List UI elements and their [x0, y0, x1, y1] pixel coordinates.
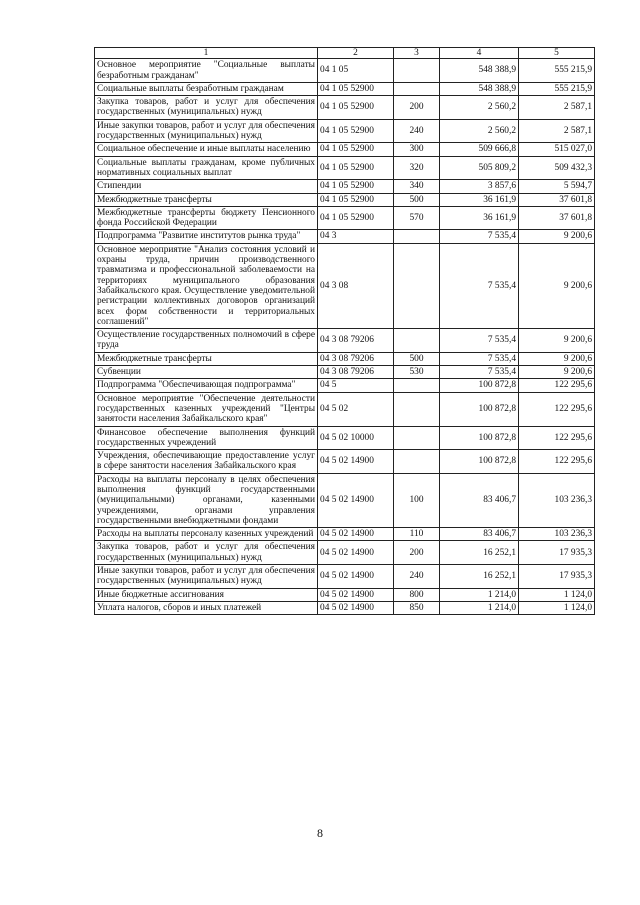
table-header	[95, 48, 595, 59]
row-amount-year-2: 1 124,0	[519, 601, 595, 614]
row-code: 04 1 05 52900	[318, 143, 394, 156]
row-code: 04 3 08 79206	[318, 366, 394, 379]
row-expense-type	[394, 82, 440, 95]
row-name: Осуществление государственных полномочий в сфере труда	[95, 329, 318, 353]
row-amount-year-2: 555 215,9	[519, 59, 595, 83]
row-name: Социальное обеспечение и иные выплаты населению	[95, 143, 318, 156]
row-expense-type: 500	[394, 193, 440, 206]
table-row	[95, 473, 595, 527]
row-amount-year-1: 16 252,1	[440, 541, 519, 565]
row-code: 04 3 08 79206	[318, 352, 394, 365]
table-row	[95, 329, 595, 353]
row-amount-year-2: 17 935,3	[519, 565, 595, 589]
row-code: 04 3 08	[318, 243, 394, 328]
row-expense-type: 300	[394, 143, 440, 156]
row-name: Стипендии	[95, 180, 318, 193]
row-expense-type: 110	[394, 528, 440, 541]
row-expense-type: 200	[394, 541, 440, 565]
row-amount-year-2: 122 295,6	[519, 392, 595, 426]
table-row	[95, 588, 595, 601]
row-name: Финансовое обеспечение выполнения функций государственных учреждений	[95, 426, 318, 450]
row-expense-type: 570	[394, 206, 440, 230]
row-amount-year-1: 36 161,9	[440, 206, 519, 230]
row-expense-type	[394, 426, 440, 450]
row-amount-year-1: 548 388,9	[440, 59, 519, 83]
header-col-3: 3	[394, 48, 440, 59]
row-amount-year-1: 83 406,7	[440, 473, 519, 527]
row-code: 04 5 02 14900	[318, 588, 394, 601]
row-amount-year-2: 9 200,6	[519, 352, 595, 365]
row-name: Основное мероприятие "Обеспечение деятельности государственных казенных учреждений "Центры занятости населения Забайкальского края"	[95, 392, 318, 426]
row-expense-type: 240	[394, 565, 440, 589]
row-amount-year-2: 5 594,7	[519, 180, 595, 193]
row-amount-year-2: 17 935,3	[519, 541, 595, 565]
row-amount-year-1: 2 560,2	[440, 119, 519, 143]
header-col-5: 5	[519, 48, 595, 59]
header-col-4: 4	[440, 48, 519, 59]
row-expense-type: 340	[394, 180, 440, 193]
row-amount-year-1: 100 872,8	[440, 450, 519, 474]
row-amount-year-1: 1 214,0	[440, 588, 519, 601]
row-code: 04 1 05 52900	[318, 119, 394, 143]
row-amount-year-2: 509 432,3	[519, 156, 595, 180]
row-amount-year-1: 83 406,7	[440, 528, 519, 541]
row-amount-year-2: 9 200,6	[519, 329, 595, 353]
table-row	[95, 230, 595, 243]
row-expense-type: 500	[394, 352, 440, 365]
row-expense-type	[394, 59, 440, 83]
row-amount-year-1: 1 214,0	[440, 601, 519, 614]
row-code: 04 5 02 14900	[318, 541, 394, 565]
row-amount-year-1: 548 388,9	[440, 82, 519, 95]
row-name: Субвенции	[95, 366, 318, 379]
row-amount-year-1: 100 872,8	[440, 426, 519, 450]
budget-table	[94, 47, 595, 615]
row-amount-year-1: 7 535,4	[440, 243, 519, 328]
table-row	[95, 180, 595, 193]
row-expense-type: 800	[394, 588, 440, 601]
table-row	[95, 565, 595, 589]
row-expense-type	[394, 243, 440, 328]
row-amount-year-2: 37 601,8	[519, 206, 595, 230]
row-code: 04 1 05 52900	[318, 193, 394, 206]
table-row	[95, 541, 595, 565]
row-name: Расходы на выплаты персоналу в целях обеспечения выполнения функций государственными (муниципальными) органами, казенными учреждениями, органами управления государственными внебюджетными фондами	[95, 473, 318, 527]
table-row	[95, 119, 595, 143]
row-amount-year-2: 37 601,8	[519, 193, 595, 206]
table-row	[95, 601, 595, 614]
row-name: Межбюджетные трансферты	[95, 193, 318, 206]
row-expense-type	[394, 230, 440, 243]
row-code: 04 5 02 14900	[318, 450, 394, 474]
row-code: 04 1 05 52900	[318, 96, 394, 120]
table-row	[95, 379, 595, 392]
row-name: Подпрограмма "Обеспечивающая подпрограмма"	[95, 379, 318, 392]
row-amount-year-2: 2 587,1	[519, 119, 595, 143]
row-name: Основное мероприятие "Социальные выплаты безработным гражданам"	[95, 59, 318, 83]
row-expense-type: 850	[394, 601, 440, 614]
table-row	[95, 243, 595, 328]
row-amount-year-1: 7 535,4	[440, 366, 519, 379]
row-code: 04 3 08 79206	[318, 329, 394, 353]
row-amount-year-1: 7 535,4	[440, 230, 519, 243]
row-amount-year-1: 509 666,8	[440, 143, 519, 156]
row-code: 04 5 02 14900	[318, 565, 394, 589]
row-code: 04 1 05 52900	[318, 156, 394, 180]
header-row	[95, 48, 595, 59]
header-col-1: 1	[95, 48, 318, 59]
row-code: 04 5 02 14900	[318, 528, 394, 541]
row-amount-year-2: 1 124,0	[519, 588, 595, 601]
row-amount-year-2: 9 200,6	[519, 243, 595, 328]
row-name: Уплата налогов, сборов и иных платежей	[95, 601, 318, 614]
row-name: Учреждения, обеспечивающие предоставление услуг в сфере занятости населения Забайкальского края	[95, 450, 318, 474]
table-row	[95, 193, 595, 206]
row-code: 04 1 05 52900	[318, 180, 394, 193]
row-amount-year-1: 3 857,6	[440, 180, 519, 193]
header-col-2: 2	[318, 48, 394, 59]
row-amount-year-1: 16 252,1	[440, 565, 519, 589]
row-amount-year-2: 103 236,3	[519, 528, 595, 541]
row-name: Расходы на выплаты персоналу казенных учреждений	[95, 528, 318, 541]
row-code: 04 5 02 14900	[318, 473, 394, 527]
table-row	[95, 426, 595, 450]
row-name: Закупка товаров, работ и услуг для обеспечения государственных (муниципальных) нужд	[95, 541, 318, 565]
table-row	[95, 450, 595, 474]
row-amount-year-1: 7 535,4	[440, 329, 519, 353]
table-row	[95, 528, 595, 541]
row-amount-year-2: 2 587,1	[519, 96, 595, 120]
table-body	[95, 59, 595, 615]
table-row	[95, 96, 595, 120]
row-amount-year-1: 505 809,2	[440, 156, 519, 180]
row-name: Подпрограмма "Развитие институтов рынка труда"	[95, 230, 318, 243]
row-name: Закупка товаров, работ и услуг для обеспечения государственных (муниципальных) нужд	[95, 96, 318, 120]
row-expense-type: 100	[394, 473, 440, 527]
row-amount-year-2: 9 200,6	[519, 366, 595, 379]
row-amount-year-1: 100 872,8	[440, 379, 519, 392]
row-amount-year-2: 122 295,6	[519, 450, 595, 474]
table-row	[95, 143, 595, 156]
table-row	[95, 206, 595, 230]
row-code: 04 3	[318, 230, 394, 243]
row-name: Иные закупки товаров, работ и услуг для обеспечения государственных (муниципальных) нужд	[95, 119, 318, 143]
row-expense-type: 240	[394, 119, 440, 143]
table-row	[95, 352, 595, 365]
row-expense-type: 200	[394, 96, 440, 120]
row-amount-year-2: 515 027,0	[519, 143, 595, 156]
row-expense-type	[394, 379, 440, 392]
row-amount-year-1: 7 535,4	[440, 352, 519, 365]
row-expense-type	[394, 392, 440, 426]
row-amount-year-2: 122 295,6	[519, 379, 595, 392]
row-expense-type: 320	[394, 156, 440, 180]
row-amount-year-2: 555 215,9	[519, 82, 595, 95]
row-name: Основное мероприятие "Анализ состояния условий и охраны труда, причин производственного травматизма и профессиональной заболеваемости на территориях муниципального образования Забайкальского края. Осуществление уведомительной регистрации коллективных договоров организаций всех форм собственности и территориальных соглашений"	[95, 243, 318, 328]
row-code: 04 1 05 52900	[318, 206, 394, 230]
row-name: Иные бюджетные ассигнования	[95, 588, 318, 601]
row-amount-year-2: 122 295,6	[519, 426, 595, 450]
row-code: 04 1 05 52900	[318, 82, 394, 95]
row-code: 04 5 02 14900	[318, 601, 394, 614]
row-name: Социальные выплаты безработным гражданам	[95, 82, 318, 95]
row-amount-year-1: 2 560,2	[440, 96, 519, 120]
page-number: 8	[317, 826, 323, 840]
row-name: Социальные выплаты гражданам, кроме публичных нормативных социальных выплат	[95, 156, 318, 180]
row-name: Иные закупки товаров, работ и услуг для обеспечения государственных (муниципальных) нужд	[95, 565, 318, 589]
row-expense-type: 530	[394, 366, 440, 379]
table-row	[95, 156, 595, 180]
table-row	[95, 59, 595, 83]
row-amount-year-2: 9 200,6	[519, 230, 595, 243]
table-row	[95, 366, 595, 379]
table-row	[95, 82, 595, 95]
row-code: 04 1 05	[318, 59, 394, 83]
row-name: Межбюджетные трансферты бюджету Пенсионного фонда Российской Федерации	[95, 206, 318, 230]
row-code: 04 5	[318, 379, 394, 392]
row-amount-year-1: 36 161,9	[440, 193, 519, 206]
row-code: 04 5 02	[318, 392, 394, 426]
table-row	[95, 392, 595, 426]
row-code: 04 5 02 10000	[318, 426, 394, 450]
row-amount-year-1: 100 872,8	[440, 392, 519, 426]
row-expense-type	[394, 329, 440, 353]
row-expense-type	[394, 450, 440, 474]
row-name: Межбюджетные трансферты	[95, 352, 318, 365]
row-amount-year-2: 103 236,3	[519, 473, 595, 527]
